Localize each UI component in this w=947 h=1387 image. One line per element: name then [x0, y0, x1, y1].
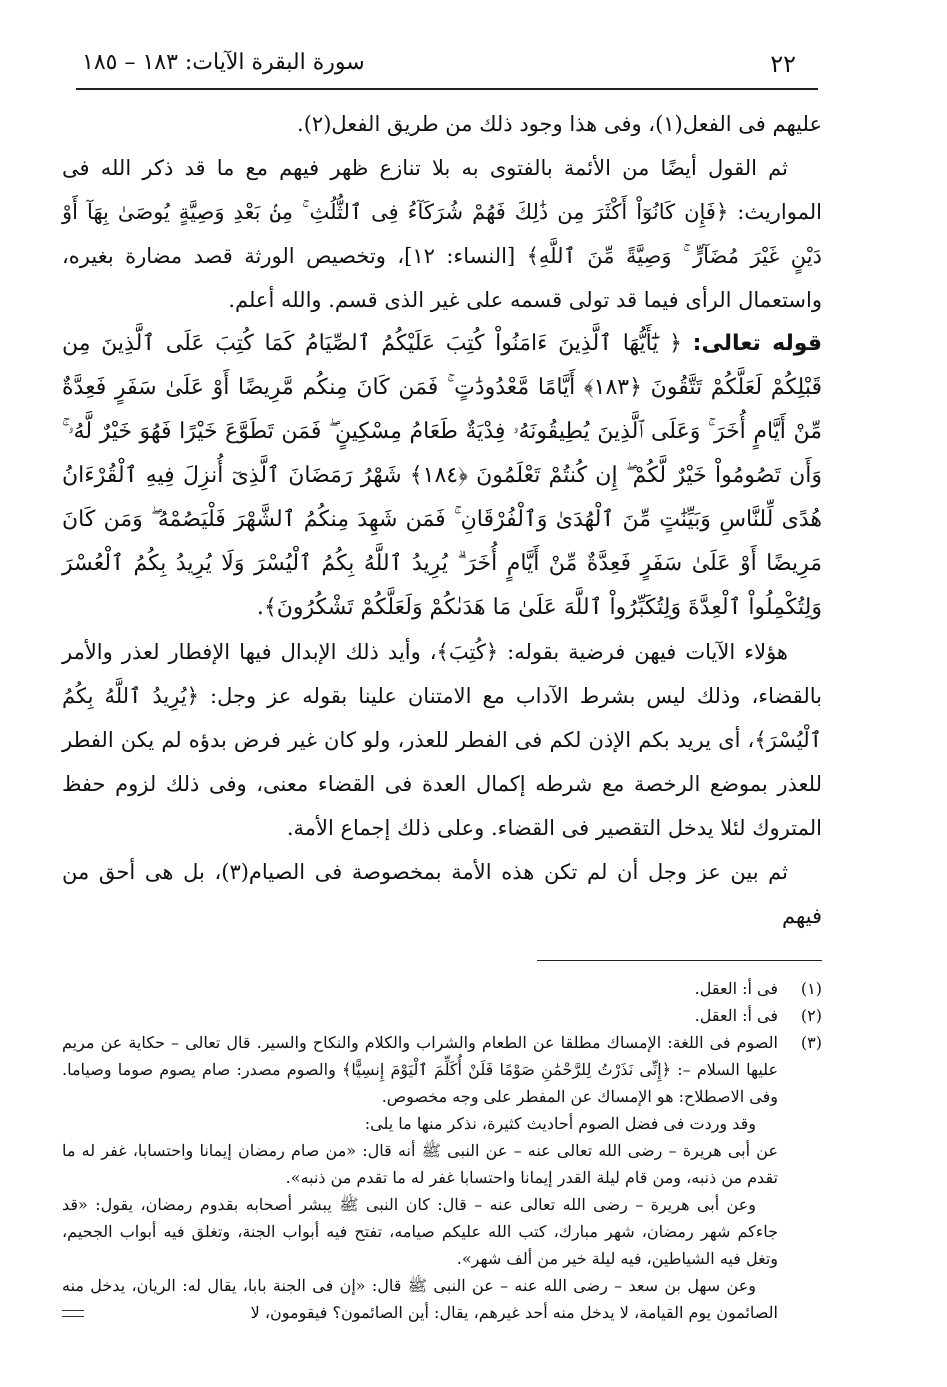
footnote-3-paragraph: عن أبى هريرة – رضى الله تعالى عنه – عن النبى ﷺ أنه قال: «من صام رمضان إيمانا واحتسابا، غفر له ما تقدم من ذنبه، ومن قام ليلة القدر إيمانا واحتسابا غفر له ما تقدم من ذنبه». [62, 1141, 778, 1187]
running-title: سورة البقرة الآيات: ١٨٣ – ١٨٥ [82, 50, 365, 75]
page-header [62, 40, 822, 92]
footnote-separator [537, 960, 822, 961]
verse-text: ﴿ يَٰٓأَيُّهَا ٱلَّذِينَ ءَامَنُواْ كُتِبَ عَلَيْكُمُ ٱلصِّيَامُ كَمَا كُتِبَ عَلَى ٱلَّذِينَ مِن قَبْلِكُمْ لَعَلَّكُمْ تَتَّقُونَ ﴿١٨٣﴾ أَيَّامًا مَّعْدُودَٰتٍ ۚ فَمَن كَانَ مِنكُم مَّرِيضًا أَوْ عَلَىٰ سَفَرٍ فَعِدَّةٌ مِّنْ أَيَّامٍ أُخَرَ ۚ وَعَلَى ٱلَّذِينَ يُطِيقُونَهُۥ فِدْيَةٌ طَعَامُ مِسْكِينٍ ۖ فَمَن تَطَوَّعَ خَيْرًا فَهُوَ خَيْرٌ لَّهُۥ ۚ وَأَن تَصُومُواْ خَيْرٌ لَّكُمْ ۖ إِن كُنتُمْ تَعْلَمُونَ ﴿١٨٤﴾ شَهْرُ رَمَضَانَ ٱلَّذِىٓ أُنزِلَ فِيهِ ٱلْقُرْءَانُ هُدًى لِّلنَّاسِ وَبَيِّنَٰتٍ مِّنَ ٱلْهُدَىٰ وَٱلْفُرْقَانِ ۚ فَمَن شَهِدَ مِنكُمُ ٱلشَّهْرَ فَلْيَصُمْهُ ۖ وَمَن كَانَ مَرِيضًا أَوْ عَلَىٰ سَفَرٍ فَعِدَّةٌ مِّنْ أَيَّامٍ أُخَرَ ۗ يُرِيدُ ٱللَّهُ بِكُمُ ٱلْيُسْرَ وَلَا يُرِيدُ بِكُمُ ٱلْعُسْرَ وَلِتُكْمِلُواْ ٱلْعِدَّةَ وَلِتُكَبِّرُواْ ٱللَّهَ عَلَىٰ مَا هَدَىٰكُمْ وَلَعَلَّكُمْ تَشْكُرُونَ﴾. [62, 331, 822, 620]
footnote-3-paragraph: وعن أبى هريرة – رضى الله تعالى عنه – قال: كان النبى ﷺ يبشر أصحابه بقدوم رمضان، يقول: «قد جاءكم شهر رمضان، شهر مبارك، كتب الله عليكم صيامه، تفتح فيه أبواب الجنة، وتغلق فيه أبواب الجحيم، وتغل فيه الشياطين، فيه ليلة خير من ألف شهر». [62, 1195, 778, 1268]
footnote-text: الصوم فى اللغة: الإمساك مطلقا عن الطعام والشراب والكلام والنكاح والسير. قال تعالى – حكاية عن مريم عليها السلام –: ﴿إِنِّى نَذَرْتُ لِلرَّحْمَٰنِ صَوْمًا فَلَنْ أُكَلِّمَ ٱلْيَوْمَ إِنسِيًّا﴾ والصوم مصدر: صام يصوم صوما وصياما. وفى الاصطلاح: هو الإمساك عن المفطر على وجه مخصوص. [62, 1033, 778, 1106]
footnote-number: (٢) [800, 1006, 822, 1025]
paragraph-3: هؤلاء الآيات فيهن فرضية بقوله: ﴿كُتِبَ﴾، وأيد ذلك الإبدال فيها الإفطار لعذر والأمر بالقضاء، وذلك ليس بشرط الآداب مع الامتنان علينا بقوله عز وجل: ﴿يُرِيدُ ٱللَّهُ بِكُمُ ٱلْيُسْرَ﴾، أى يريد بكم الإذن لكم فى الفطر للعذر، ولو كان غير فرض بدؤه لم يكن الفطر للعذر بموضع الرخصة مع شرطه إكمال العدة فى القضاء معنى، وفى ذلك لزوم حفظ المتروك لئلا يدخل التقصير فى القضاء. وعلى ذلك إجماع الأمة. [62, 640, 822, 840]
continuation-mark [62, 1310, 84, 1311]
footnote-2 [62, 1002, 822, 1029]
book-page [62, 40, 822, 1326]
footnote-3-paragraph: وقد وردت فى فضل الصوم أحاديث كثيرة، نذكر منها ما يلى: [364, 1114, 756, 1133]
footnote-1 [62, 975, 822, 1002]
verse-label: قوله تعالى: [692, 331, 822, 356]
paragraph-1: عليهم فى الفعل(١)، وفى هذا وجود ذلك من طريق الفعل(٢). [297, 112, 822, 136]
verse-passage [62, 322, 822, 630]
footnote-text: فى أ: العقل. [694, 979, 778, 998]
paragraph-2: ثم القول أيضًا من الأئمة بالفتوى به بلا تنازع ظهر فيهم مع ما قد ذكر الله فى المواريث: ﴿فَإِن كَانُوٓاْ أَكْثَرَ مِن ذَٰلِكَ فَهُمْ شُرَكَآءُ فِى ٱلثُّلُثِ ۚ مِنۢ بَعْدِ وَصِيَّةٍ يُوصَىٰ بِهَآ أَوْ دَيْنٍ غَيْرَ مُضَآرٍّ ۚ وَصِيَّةً مِّنَ ٱللَّهِ﴾ [النساء: ١٢]، وتخصيص الورثة قصد مضارة بغيره، واستعمال الرأى فيما قد تولى قسمه على غير الذى قسم. والله أعلم. [62, 156, 822, 312]
footnotes [62, 975, 822, 1326]
paragraph-4: ثم بين عز وجل أن لم تكن هذه الأمة بمخصوصة فى الصيام(٣)، بل هى أحق من فيهم [62, 860, 822, 928]
main-text [62, 102, 822, 938]
page-number: ٢٢ [770, 50, 796, 78]
header-rule [76, 88, 818, 90]
footnote-number: (١) [800, 979, 822, 998]
footnote-text: فى أ: العقل. [694, 1006, 778, 1025]
footnote-3 [62, 1029, 822, 1110]
footnote-3-paragraph: وعن سهل بن سعد – رضى الله عنه – عن النبى ﷺ قال: «إن فى الجنة بابا، يقال له: الريان، يدخل منه الصائمون يوم القيامة، لا يدخل منه أحد غيرهم، يقال: أين الصائمون؟ فيقومون، لا [62, 1276, 778, 1322]
footnote-number: (٣) [800, 1033, 822, 1052]
